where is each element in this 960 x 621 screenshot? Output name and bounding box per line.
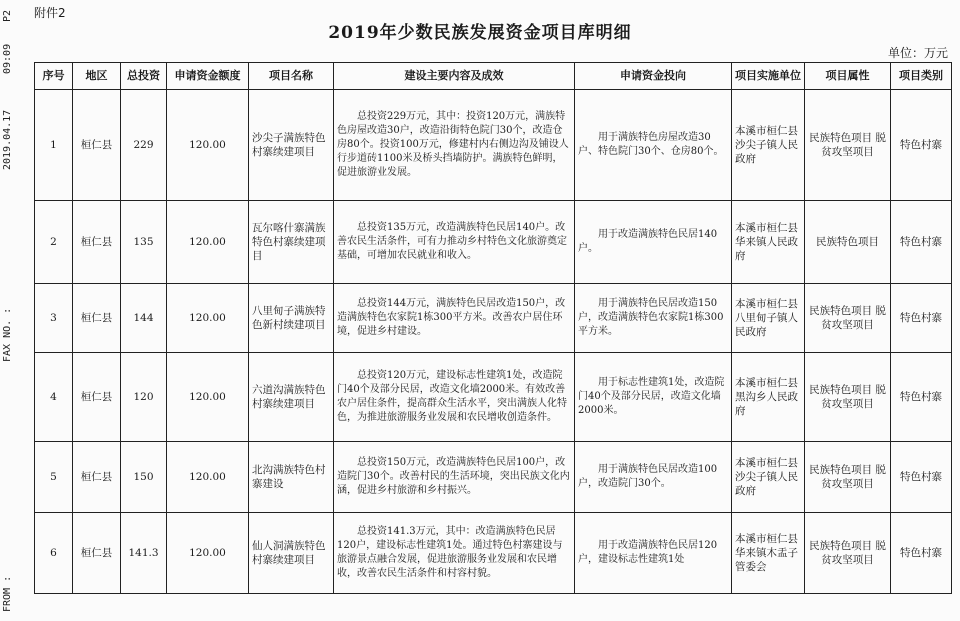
cell-attr: 民族特色项目 脱贫攻坚项目 <box>805 513 891 594</box>
cell-direction: 用于标志性建筑1处，改造院门40个及部分民居，改造文化墙2000米。 <box>575 353 732 442</box>
cell-no: 1 <box>35 90 73 201</box>
cell-category: 特色村寨 <box>891 90 952 201</box>
cell-unit: 本溪市桓仁县华来镇木盂子管委会 <box>732 513 805 594</box>
fax-number-label: FAX NO. : <box>2 307 13 362</box>
cell-amount: 120.00 <box>167 353 249 442</box>
fax-date: 2019.04.17 <box>2 109 13 170</box>
cell-category: 特色村寨 <box>891 284 952 353</box>
document-title: 2019年少数民族发展资金项目库明细 <box>328 23 632 43</box>
table-row <box>35 442 952 513</box>
cell-unit: 本溪市桓仁县华来镇人民政府 <box>732 201 805 284</box>
cell-content: 总投资144万元，满族特色民居改造150户，改造满族特色农家院1栋300平方米。改善农户居住环境，促进乡村建设。 <box>334 284 575 353</box>
cell-region: 桓仁县 <box>73 201 121 284</box>
cell-unit: 本溪市桓仁县黑沟乡人民政府 <box>732 353 805 442</box>
cell-amount: 120.00 <box>167 513 249 594</box>
cell-total: 135 <box>121 201 167 284</box>
cell-content: 总投资141.3万元，其中：改造满族特色民居120户，建设标志性建筑1处。通过特色村寨建设与旅游景点融合发展，促进旅游服务业发展和农民增收，改善农民生活条件和村容村貌。 <box>334 513 575 594</box>
col-header-direction: 申请资金投向 <box>575 63 732 90</box>
cell-attr: 民族特色项目 脱贫攻坚项目 <box>805 442 891 513</box>
table-row <box>35 284 952 353</box>
cell-attr: 民族特色项目 脱贫攻坚项目 <box>805 90 891 201</box>
cell-category: 特色村寨 <box>891 201 952 284</box>
col-header-name: 项目名称 <box>249 63 334 90</box>
cell-name: 北沟满族特色村寨建设 <box>249 442 334 513</box>
table-row <box>35 90 952 201</box>
cell-total: 144 <box>121 284 167 353</box>
fax-header-strip <box>0 0 22 621</box>
fax-page: P2 <box>2 9 13 22</box>
unit-label: 单位：万元 <box>887 46 948 60</box>
cell-content: 总投资120万元，建设标志性建筑1处，改造院门40个及部分民居，改造文化墙2000米。有效改善农户居住条件，提高群众生活水平，突出满族人化特色，为推进旅游服务业发展和农民增收创造条件。 <box>334 353 575 442</box>
cell-unit: 本溪市桓仁县八里甸子镇人民政府 <box>732 284 805 353</box>
table-row <box>35 513 952 594</box>
cell-direction: 用于满族特色房屋改造30户、特色院门30个、仓房80个。 <box>575 90 732 201</box>
cell-direction: 用于改造满族特色民居120户，建设标志性建筑1处 <box>575 513 732 594</box>
cell-total: 150 <box>121 442 167 513</box>
cell-direction: 用于满族特色民居改造150户，改造满族特色农家院1栋300平方米。 <box>575 284 732 353</box>
cell-no: 2 <box>35 201 73 284</box>
col-header-no: 序号 <box>35 63 73 90</box>
cell-content: 总投资150万元，改造满族特色民居100户，改造院门30个。改善村民的生活环境，突出民族文化内涵，促进乡村旅游和乡村振兴。 <box>334 442 575 513</box>
table-row <box>35 201 952 284</box>
cell-direction: 用于满族特色民居改造100户，改造院门30个。 <box>575 442 732 513</box>
fax-time: 09:09 <box>2 43 13 74</box>
cell-region: 桓仁县 <box>73 513 121 594</box>
table-header-row <box>35 63 952 90</box>
cell-total: 141.3 <box>121 513 167 594</box>
cell-content: 总投资135万元，改造满族特色民居140户。改善农民生活条件，可有力推动乡村特色文化旅游奠定基础，可增加农民就业和收入。 <box>334 201 575 284</box>
cell-region: 桓仁县 <box>73 353 121 442</box>
col-header-attr: 项目属性 <box>805 63 891 90</box>
cell-amount: 120.00 <box>167 284 249 353</box>
cell-category: 特色村寨 <box>891 513 952 594</box>
col-header-total: 总投资 <box>121 63 167 90</box>
col-header-unit: 项目实施单位 <box>732 63 805 90</box>
cell-no: 6 <box>35 513 73 594</box>
cell-no: 3 <box>35 284 73 353</box>
cell-no: 5 <box>35 442 73 513</box>
col-header-region: 地区 <box>73 63 121 90</box>
cell-attr: 民族特色项目 <box>805 201 891 284</box>
cell-total: 120 <box>121 353 167 442</box>
cell-direction: 用于改造满族特色民居140户。 <box>575 201 732 284</box>
cell-category: 特色村寨 <box>891 353 952 442</box>
cell-content: 总投资229万元，其中：投资120万元，满族特色房屋改造30户，改造沿街特色院门30个，改造仓房80个。投资100万元，修建村内右侧边沟及铺设人行步道砖1100米及桥头挡墙防护。满族特色鲜明，促进旅游业发展。 <box>334 90 575 201</box>
cell-amount: 120.00 <box>167 201 249 284</box>
col-header-content: 建设主要内容及成效 <box>334 63 575 90</box>
cell-amount: 120.00 <box>167 442 249 513</box>
col-header-category: 项目类别 <box>891 63 952 90</box>
cell-total: 229 <box>121 90 167 201</box>
cell-name: 六道沟满族特色村寨续建项目 <box>249 353 334 442</box>
cell-name: 八里甸子满族特色新村续建项目 <box>249 284 334 353</box>
cell-category: 特色村寨 <box>891 442 952 513</box>
cell-no: 4 <box>35 353 73 442</box>
cell-region: 桓仁县 <box>73 90 121 201</box>
cell-attr: 民族特色项目 脱贫攻坚项目 <box>805 353 891 442</box>
table-row <box>35 353 952 442</box>
col-header-amount: 申请资金额度 <box>167 63 249 90</box>
annex-label: 附件2 <box>34 6 66 20</box>
cell-region: 桓仁县 <box>73 284 121 353</box>
cell-name: 瓦尔喀什寨满族特色村寨续建项目 <box>249 201 334 284</box>
project-table <box>34 62 952 594</box>
fax-from-label: FROM : <box>2 575 13 612</box>
cell-unit: 本溪市桓仁县沙尖子镇人民政府 <box>732 442 805 513</box>
cell-unit: 本溪市桓仁县沙尖子镇人民政府 <box>732 90 805 201</box>
cell-amount: 120.00 <box>167 90 249 201</box>
cell-region: 桓仁县 <box>73 442 121 513</box>
cell-name: 仙人洞满族特色村寨续建项目 <box>249 513 334 594</box>
cell-name: 沙尖子满族特色村寨续建项目 <box>249 90 334 201</box>
cell-attr: 民族特色项目 脱贫攻坚项目 <box>805 284 891 353</box>
